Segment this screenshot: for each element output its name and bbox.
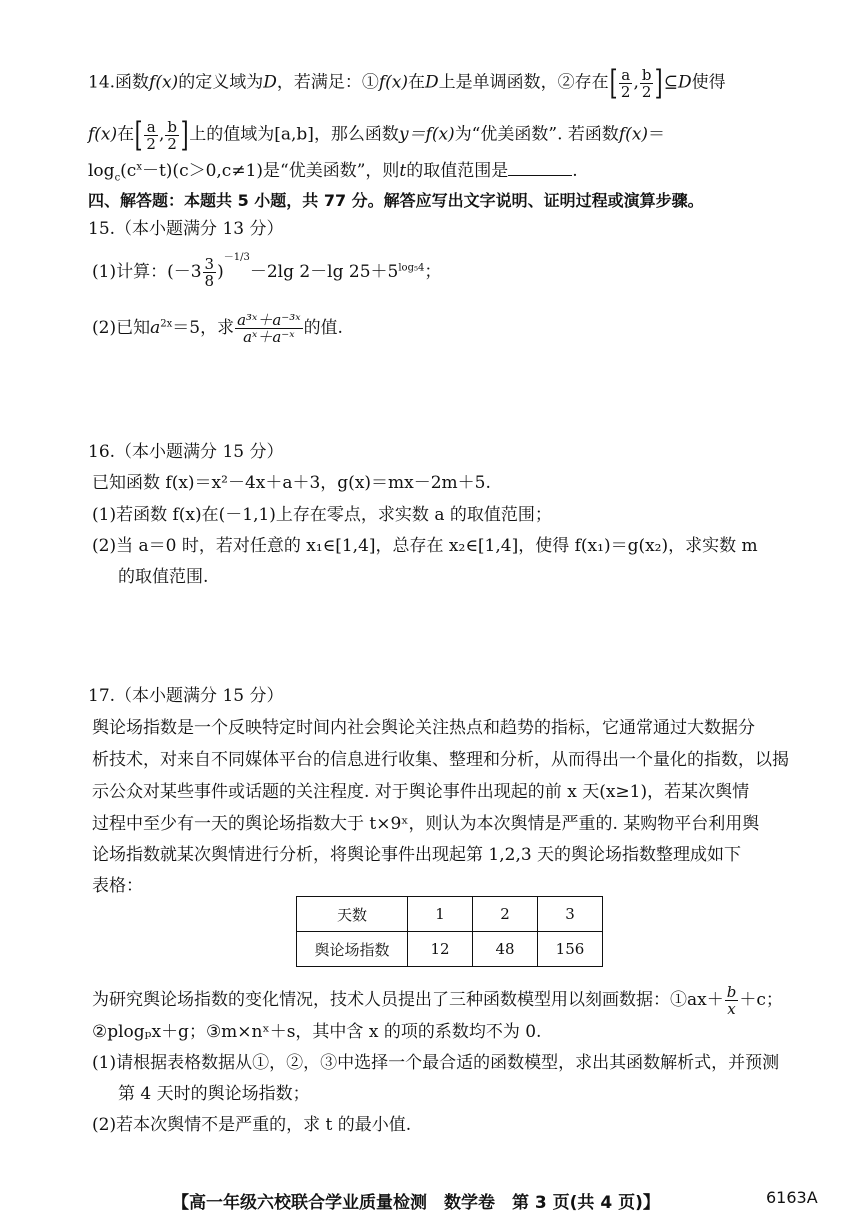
frac-den: x bbox=[725, 1000, 739, 1017]
table-row bbox=[297, 932, 603, 967]
table-row bbox=[297, 897, 603, 932]
frac-den: 2 bbox=[146, 134, 156, 153]
exponent: x bbox=[136, 161, 142, 173]
q15-part-1 bbox=[92, 252, 442, 290]
q17-text: ＋c； bbox=[739, 990, 783, 1010]
q17-models-line-1 bbox=[92, 984, 783, 1017]
q17-para-line: 析技术，对来自不同媒体平台的信息进行收集、整理和分析，从而得出一个量化的指数，以揭 bbox=[92, 750, 789, 770]
q14-line-3 bbox=[88, 160, 578, 182]
q14-text: 函数 bbox=[115, 72, 150, 93]
table-cell: 1 bbox=[408, 897, 473, 932]
q14-number: 14. bbox=[88, 72, 116, 93]
q14-range: [a,b] bbox=[274, 124, 314, 145]
section-4-heading: 四、解答题：本题共 5 小题，共 77 分。解答应写出文字说明、证明过程或演算步骤。 bbox=[88, 191, 704, 210]
log-base: c bbox=[114, 172, 121, 184]
q16-header: 16.（本小题满分 15 分） bbox=[88, 442, 284, 462]
q14-d: D bbox=[263, 72, 277, 93]
q14-fx: f(x) bbox=[618, 124, 649, 145]
q17-header: 17.（本小题满分 15 分） bbox=[88, 686, 284, 706]
q14-text: 的取值范围是 bbox=[406, 161, 509, 181]
q16-line-2: (1)若函数 f(x)在(－1,1)上存在零点，求实数 a 的取值范围； bbox=[92, 505, 552, 525]
q15-text: (－3 bbox=[167, 262, 202, 282]
exponent: 2x bbox=[160, 318, 173, 330]
q14-text: 在 bbox=[117, 124, 135, 145]
frac-den: 8 bbox=[204, 272, 215, 290]
q15-header: 15.（本小题满分 13 分） bbox=[88, 219, 284, 239]
frac-den: 2 bbox=[640, 83, 654, 100]
q17-question-1a: (1)请根据表格数据从①，②，③中选择一个最合适的函数模型，求出其函数解析式，并预测 bbox=[92, 1053, 780, 1073]
exponent: －1/3 bbox=[223, 252, 250, 264]
q14-text: ，若满足：① bbox=[276, 72, 379, 93]
table-cell: 2 bbox=[473, 897, 538, 932]
q15-text: ＝5，求 bbox=[172, 318, 235, 338]
q17-text: 为研究舆论场指数的变化情况，技术人员提出了三种函数模型用以刻画数据：①ax＋ bbox=[92, 990, 724, 1010]
frac-den: aˣ＋a⁻ˣ bbox=[235, 328, 302, 345]
q14-text: 在 bbox=[408, 72, 425, 93]
frac-num: a bbox=[146, 117, 156, 136]
q17-para-line: 表格： bbox=[92, 876, 143, 896]
q14-text: ，那么函数 bbox=[313, 124, 399, 145]
q14-yfx: y＝f(x) bbox=[398, 124, 455, 145]
table-cell: 舆论场指数 bbox=[297, 932, 408, 967]
table-cell: 48 bbox=[473, 932, 538, 967]
q14-text: －t)(c＞0,c≠1)是“优美函数”，则 bbox=[141, 161, 400, 181]
right-bracket: ] bbox=[655, 63, 664, 103]
q14-text: (c bbox=[120, 161, 137, 181]
q17-para-line: 示公众对某些事件或话题的关注程度. 对于舆论事件出现起的前 x 天(x≥1)，若某次舆情 bbox=[92, 782, 750, 802]
q15-var: a bbox=[150, 318, 161, 338]
left-bracket: [ bbox=[134, 115, 143, 155]
q14-d: D bbox=[677, 72, 692, 93]
left-bracket: [ bbox=[609, 63, 618, 103]
frac-num: b bbox=[726, 983, 737, 1001]
q17-para-line: 舆论场指数是一个反映特定时间内社会舆论关注热点和趋势的指标，它通常通过大数据分 bbox=[92, 718, 755, 738]
frac-3-over-8 bbox=[203, 256, 217, 289]
q15-text: －2lg 2－lg 25＋5 bbox=[249, 262, 399, 282]
frac-expression bbox=[235, 312, 302, 345]
q14-fx: f(x) bbox=[149, 72, 179, 93]
q15-text: (1)计算： bbox=[92, 262, 168, 282]
q14-text: . bbox=[572, 161, 578, 181]
frac-num: a bbox=[621, 65, 631, 84]
q14-text: 上的值域为 bbox=[189, 124, 275, 145]
q14-text: 的定义域为 bbox=[178, 72, 264, 93]
frac-b-over-2 bbox=[640, 67, 654, 100]
q14-fx: f(x) bbox=[378, 72, 408, 93]
frac-den: 2 bbox=[620, 82, 631, 101]
frac-num: 3 bbox=[204, 255, 215, 273]
frac-a-over-2 bbox=[619, 67, 633, 100]
paper-code: 6163A bbox=[766, 1188, 818, 1207]
q17-question-2: (2)若本次舆情不是严重的，求 t 的最小值. bbox=[92, 1115, 412, 1135]
q14-text: 上是单调函数，②存在 bbox=[438, 72, 609, 93]
subset-symbol: ⊆ bbox=[663, 72, 678, 93]
q14-text: 使得 bbox=[691, 72, 726, 93]
q17-question-1b: 第 4 天时的舆论场指数； bbox=[118, 1084, 310, 1104]
q15-part-2 bbox=[92, 312, 343, 345]
frac-num: a³ˣ＋a⁻³ˣ bbox=[237, 311, 301, 329]
q15-text: 的值. bbox=[303, 318, 343, 338]
q14-line-1: 14.函数f(x)的定义域为D，若满足：①f(x)在D上是单调函数，②存在[ $\frac{a}{2}$ , $\frac{b}{2}$ ]⊆D使得 bbox=[88, 63, 726, 103]
frac-a-over-2 bbox=[144, 119, 158, 152]
page-footer: 【高一年级六校联合学业质量检测 数学卷 第 3 页(共 4 页)】 bbox=[172, 1193, 660, 1213]
q14-text: 为“优美函数”. 若函数 bbox=[454, 124, 619, 145]
table-cell: 12 bbox=[408, 932, 473, 967]
q16-line-1: 已知函数 f(x)＝x²－4x＋a＋3，g(x)＝mx－2m＋5. bbox=[92, 473, 491, 493]
frac-num: b bbox=[167, 117, 177, 136]
q17-models-line-2: ②plogₚx＋g；③m×nˣ＋s，其中含 x 的项的系数均不为 0. bbox=[92, 1022, 542, 1042]
q14-line-2: f(x)在[ $\frac{a}{2}$ , $\frac{b}{2}$ ]上的值域为[a,b]，那么函数y＝f(x)为“优美函数”. 若函数f(x)＝ bbox=[88, 115, 666, 155]
table-cell: 156 bbox=[538, 932, 603, 967]
q16-line-4: 的取值范围. bbox=[118, 567, 209, 587]
q17-para-line: 论场指数就某次舆情进行分析，将舆论事件出现起第 1,2,3 天的舆论场指数整理成如下 bbox=[92, 845, 742, 865]
q14-fx: f(x) bbox=[88, 124, 118, 145]
q17-para-line: 过程中至少有一天的舆论场指数大于 t×9ˣ，则认为本次舆情是严重的. 某购物平台利用舆 bbox=[92, 814, 760, 834]
data-table bbox=[296, 896, 603, 967]
table-cell: 3 bbox=[538, 897, 603, 932]
q14-t: t bbox=[399, 161, 407, 181]
table-cell: 天数 bbox=[297, 897, 408, 932]
right-bracket: ] bbox=[180, 115, 189, 155]
q14-text: ＝ bbox=[648, 124, 666, 145]
q15-text: ) bbox=[217, 262, 224, 282]
q14-d: D bbox=[425, 72, 439, 93]
frac-b-over-x bbox=[725, 984, 739, 1017]
log-text: log bbox=[88, 161, 115, 181]
frac-num: b bbox=[641, 65, 652, 84]
q15-text: ； bbox=[424, 262, 442, 282]
exponent: log₅4 bbox=[398, 262, 425, 274]
q16-line-3: (2)当 a＝0 时，若对任意的 x₁∈[1,4]，总存在 x₂∈[1,4]，使得 f(x₁)＝g(x₂)，求实数 m bbox=[92, 536, 758, 556]
frac-den: 2 bbox=[165, 135, 179, 152]
answer-blank bbox=[508, 161, 572, 176]
q15-text: (2)已知 bbox=[92, 318, 151, 338]
frac-b-over-2 bbox=[165, 119, 179, 152]
